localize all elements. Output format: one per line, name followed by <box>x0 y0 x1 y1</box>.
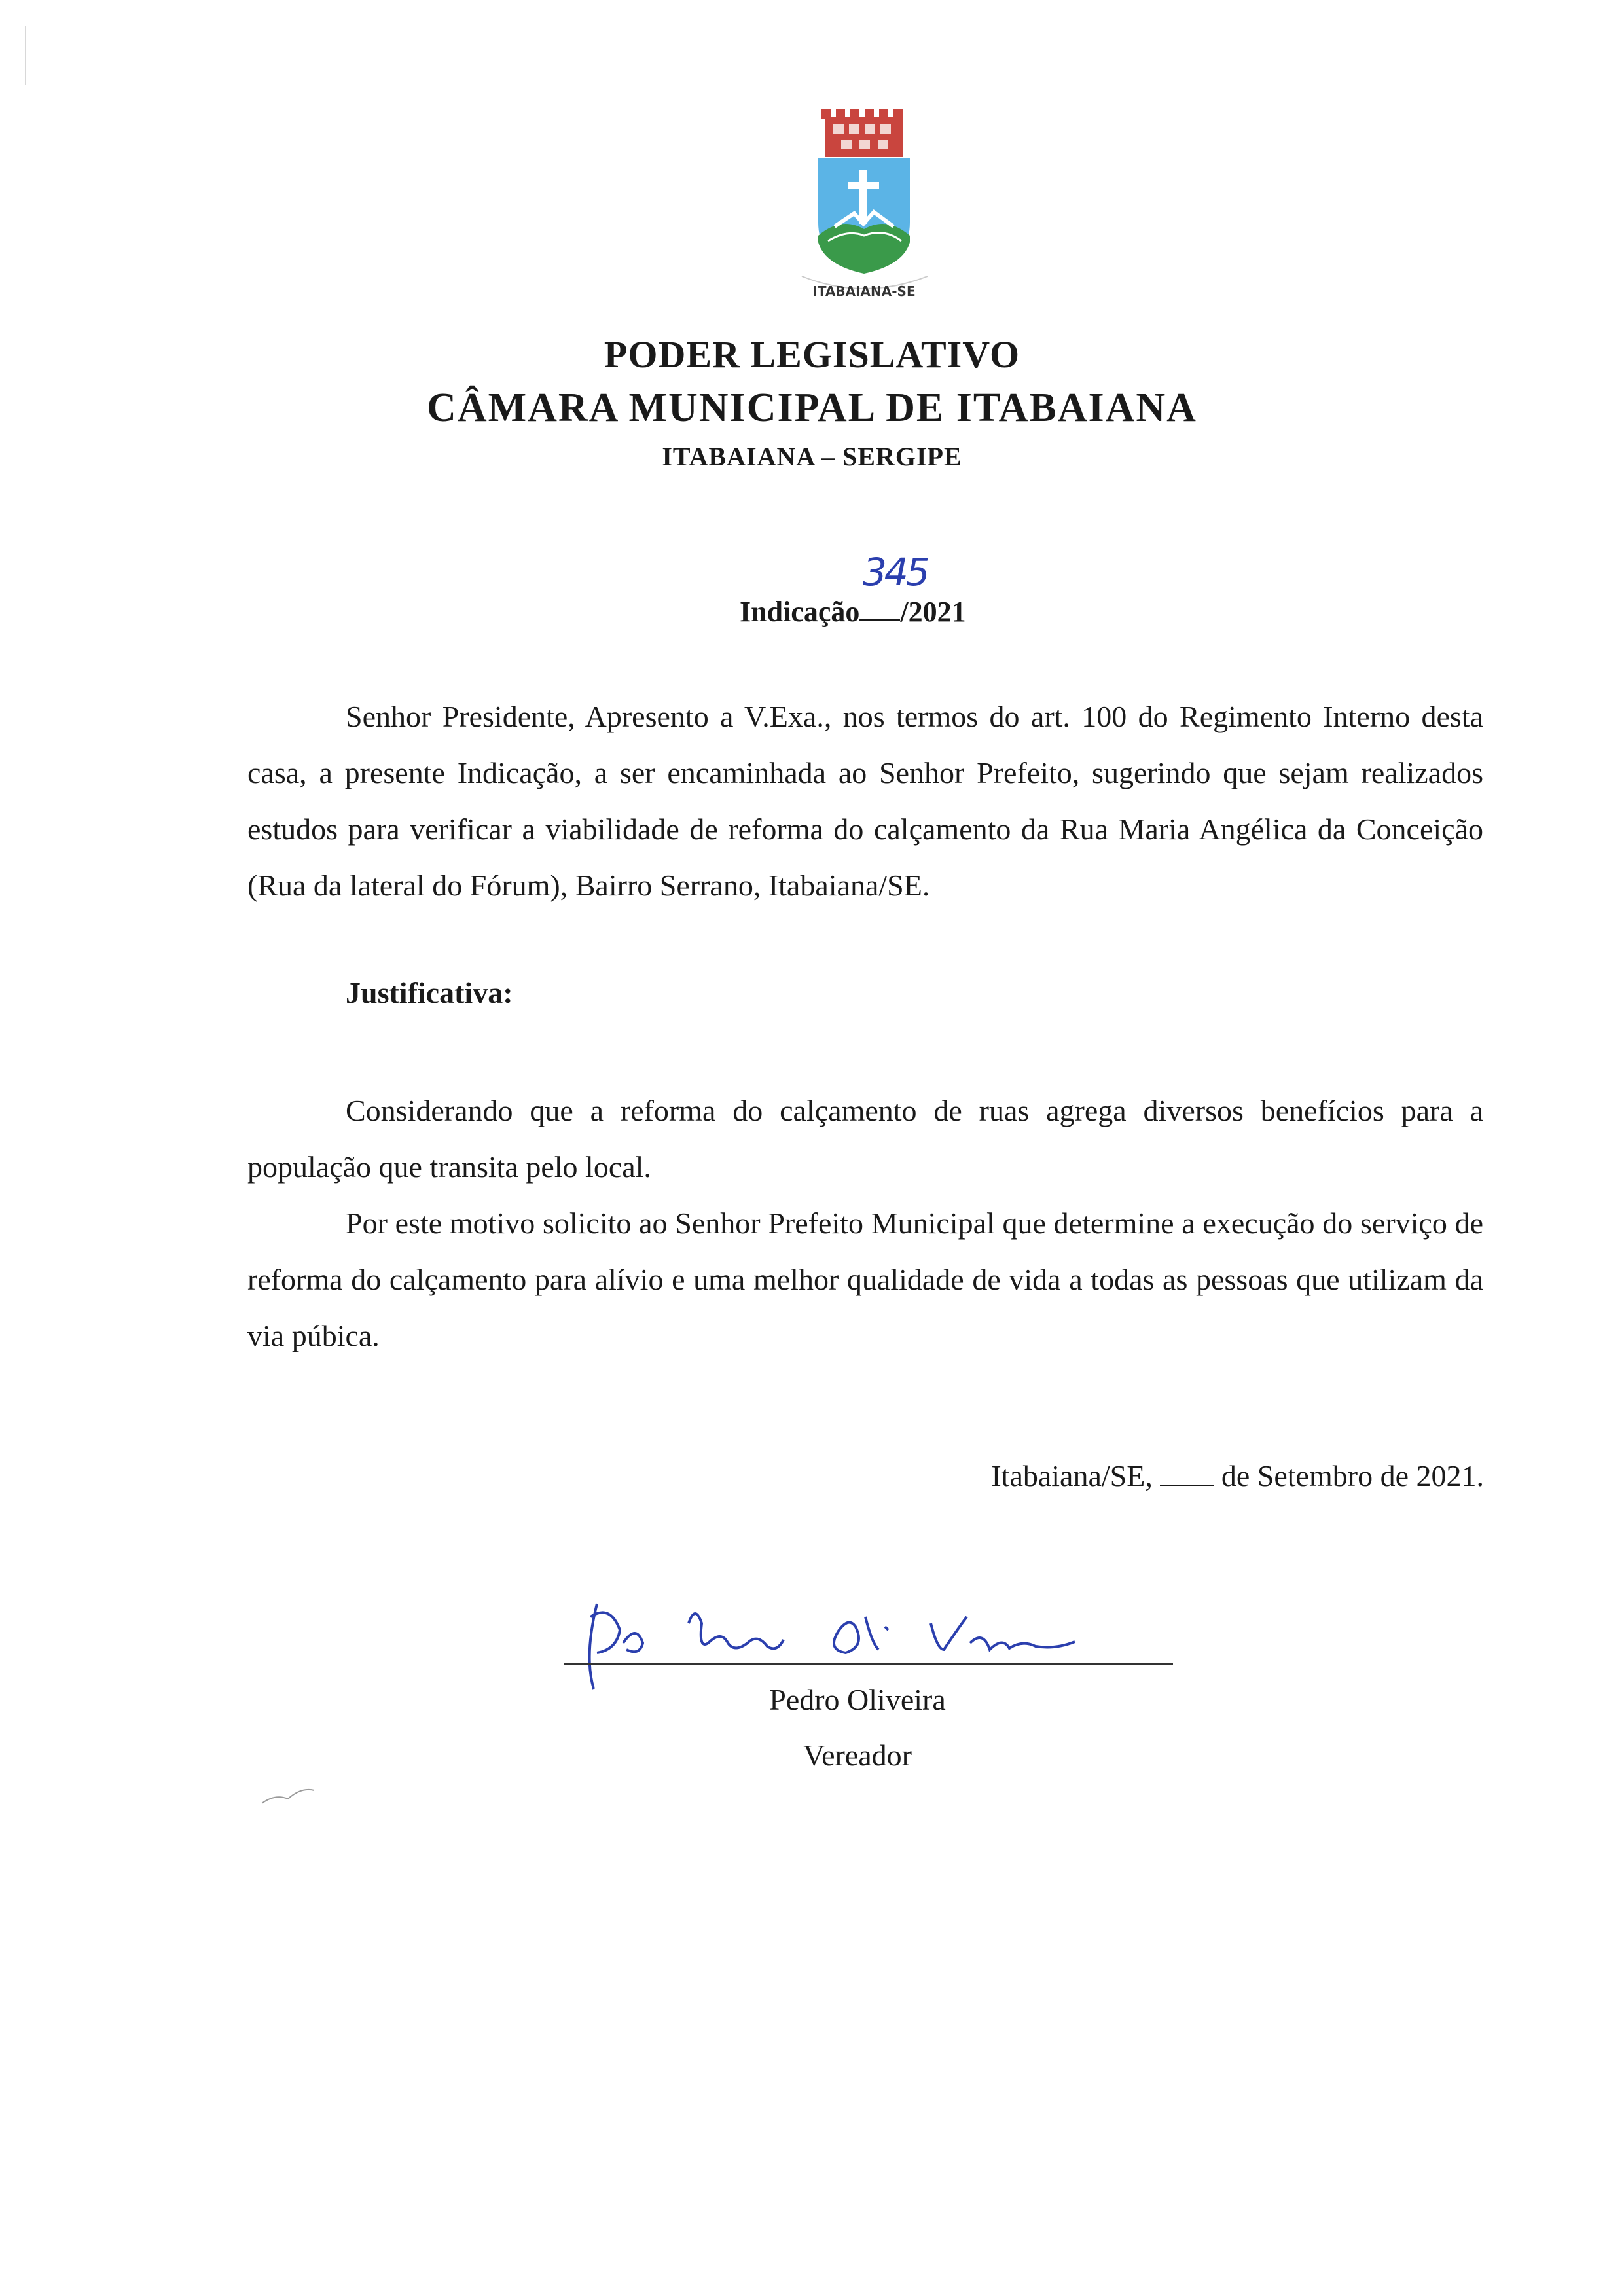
crest-caption: ITABAIANA-SE <box>812 283 916 299</box>
date-day-blank <box>1160 1462 1214 1486</box>
indicacao-label: Indicação <box>740 596 860 628</box>
body-paragraph-justification-2: Por este motivo solicito ao Senhor Prefeito Municipal que determine a execução do serviço de reforma do calçamento para alívio e uma melhor qualidade de vida a todas as pessoas que utilizam da via púbica. <box>247 1206 1483 1352</box>
crest-shield <box>818 158 910 274</box>
body-paragraph-request: Senhor Presidente, Apresento a V.Exa., nos termos do art. 100 do Regimento Interno desta casa, a presente Indicação, a ser encaminhada ao Senhor Prefeito, sugerindo que sejam realizados estudos para verificar a viabilidade de reforma do calçamento da Rua Maria Angélica da Conceição (Rua da lateral do Fórum), Bairro Serrano, Itabaiana/SE. <box>247 700 1483 902</box>
scan-edge-mark <box>25 26 26 85</box>
indicacao-title <box>740 594 966 628</box>
header-line-location: ITABAIANA – SERGIPE <box>662 442 962 471</box>
header-line-camara-municipal: CÂMARA MUNICIPAL DE ITABAIANA <box>427 386 1197 430</box>
date-prefix: Itabaiana/SE, <box>991 1459 1153 1492</box>
signatory-name: Pedro Oliveira <box>769 1683 946 1716</box>
indicacao-year: /2021 <box>900 596 966 628</box>
closing-date <box>991 1458 1484 1493</box>
municipal-crest-logo <box>756 105 972 321</box>
crest-tower <box>821 109 903 157</box>
justificativa-heading: Justificativa: <box>346 976 513 1009</box>
handwritten-indicacao-number: 345 <box>863 550 928 594</box>
header-line-poder-legislativo: PODER LEGISLATIVO <box>604 333 1020 376</box>
date-suffix: de Setembro de 2021. <box>1221 1459 1484 1492</box>
crest-ribbon <box>802 276 928 299</box>
signatory-role: Vereador <box>803 1739 912 1772</box>
body-paragraph-justification-1: Considerando que a reforma do calçamento de ruas agrega diversos benefícios para a população que transita pelo local. <box>247 1094 1483 1184</box>
scan-smudge-mark <box>249 1774 327 1813</box>
indicacao-number-blank <box>859 594 900 621</box>
